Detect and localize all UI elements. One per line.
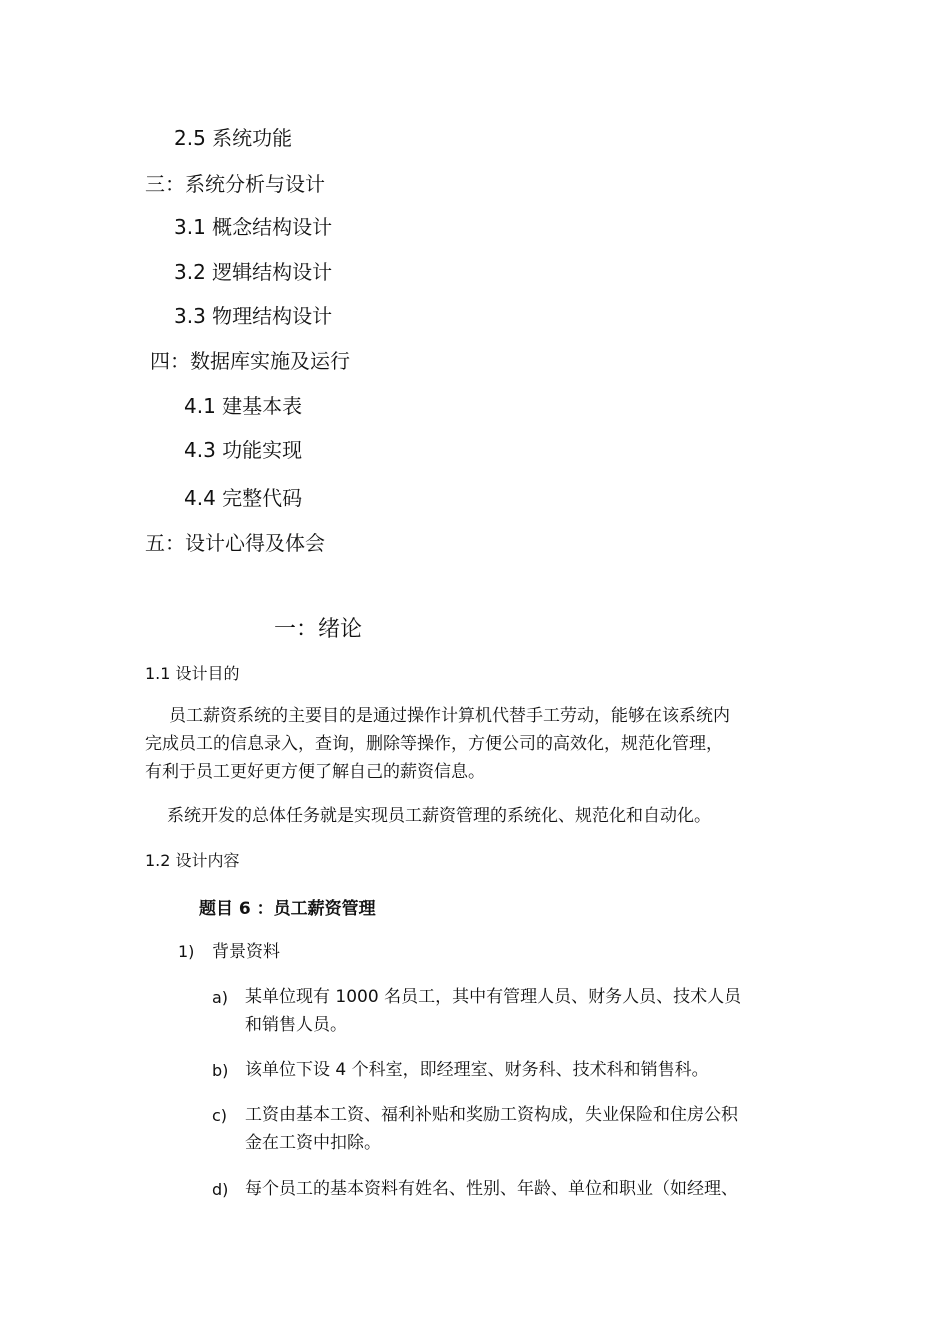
list-item — [245, 983, 825, 1039]
toc-item: 2.5 系统功能 — [174, 126, 293, 150]
section-heading: 1.2 设计内容 — [145, 851, 240, 870]
list-marker: a) — [212, 988, 229, 1007]
list-item — [245, 1056, 825, 1084]
topic-title: 题目 6 ：员工薪资管理 — [199, 899, 376, 919]
list-item — [245, 1101, 825, 1157]
toc-item: 三：系统分析与设计 — [145, 172, 325, 196]
list-marker: b) — [212, 1061, 229, 1080]
paragraph-line: 完成员工的信息录入，查询，删除等操作，方便公司的高效化，规范化管理， — [145, 734, 723, 754]
paragraph-line: 有利于员工更好更方便了解自己的薪资信息。 — [145, 762, 485, 782]
list-item-line: 和销售人员。 — [245, 1015, 347, 1035]
list-item — [245, 1175, 825, 1203]
list-marker: 1) — [178, 942, 195, 961]
list-item-line: 每个员工的基本资料有姓名、性别、年龄、单位和职业（如经理、 — [245, 1179, 738, 1199]
toc-item: 3.2 逻辑结构设计 — [174, 260, 333, 284]
toc-item: 3.1 概念结构设计 — [174, 215, 333, 239]
list-item-line: 某单位现有 1000 名员工，其中有管理人员、财务人员、技术人员 — [245, 987, 742, 1007]
list-item-line: 该单位下设 4 个科室，即经理室、财务科、技术科和销售科。 — [245, 1060, 709, 1080]
list-marker: d) — [212, 1180, 229, 1199]
toc-item: 四：数据库实施及运行 — [150, 349, 350, 373]
toc-item: 3.3 物理结构设计 — [174, 304, 333, 328]
paragraph-line: 员工薪资系统的主要目的是通过操作计算机代替手工劳动，能够在该系统内 — [169, 706, 730, 726]
list-marker: c) — [212, 1106, 228, 1125]
chapter-title: 一：绪论 — [274, 617, 363, 642]
toc-item: 4.1 建基本表 — [184, 394, 303, 418]
toc-item: 4.4 完整代码 — [184, 486, 303, 510]
list-item: 背景资料 — [212, 942, 280, 962]
section-heading: 1.1 设计目的 — [145, 664, 240, 683]
toc-item: 4.3 功能实现 — [184, 438, 303, 462]
list-item-line: 金在工资中扣除。 — [245, 1133, 381, 1153]
toc-item: 五：设计心得及体会 — [145, 531, 325, 555]
paragraph: 系统开发的总体任务就是实现员工薪资管理的系统化、规范化和自动化。 — [167, 806, 711, 826]
paragraph — [145, 702, 825, 786]
list-item-line: 工资由基本工资、福利补贴和奖励工资构成，失业保险和住房公积 — [245, 1105, 738, 1125]
